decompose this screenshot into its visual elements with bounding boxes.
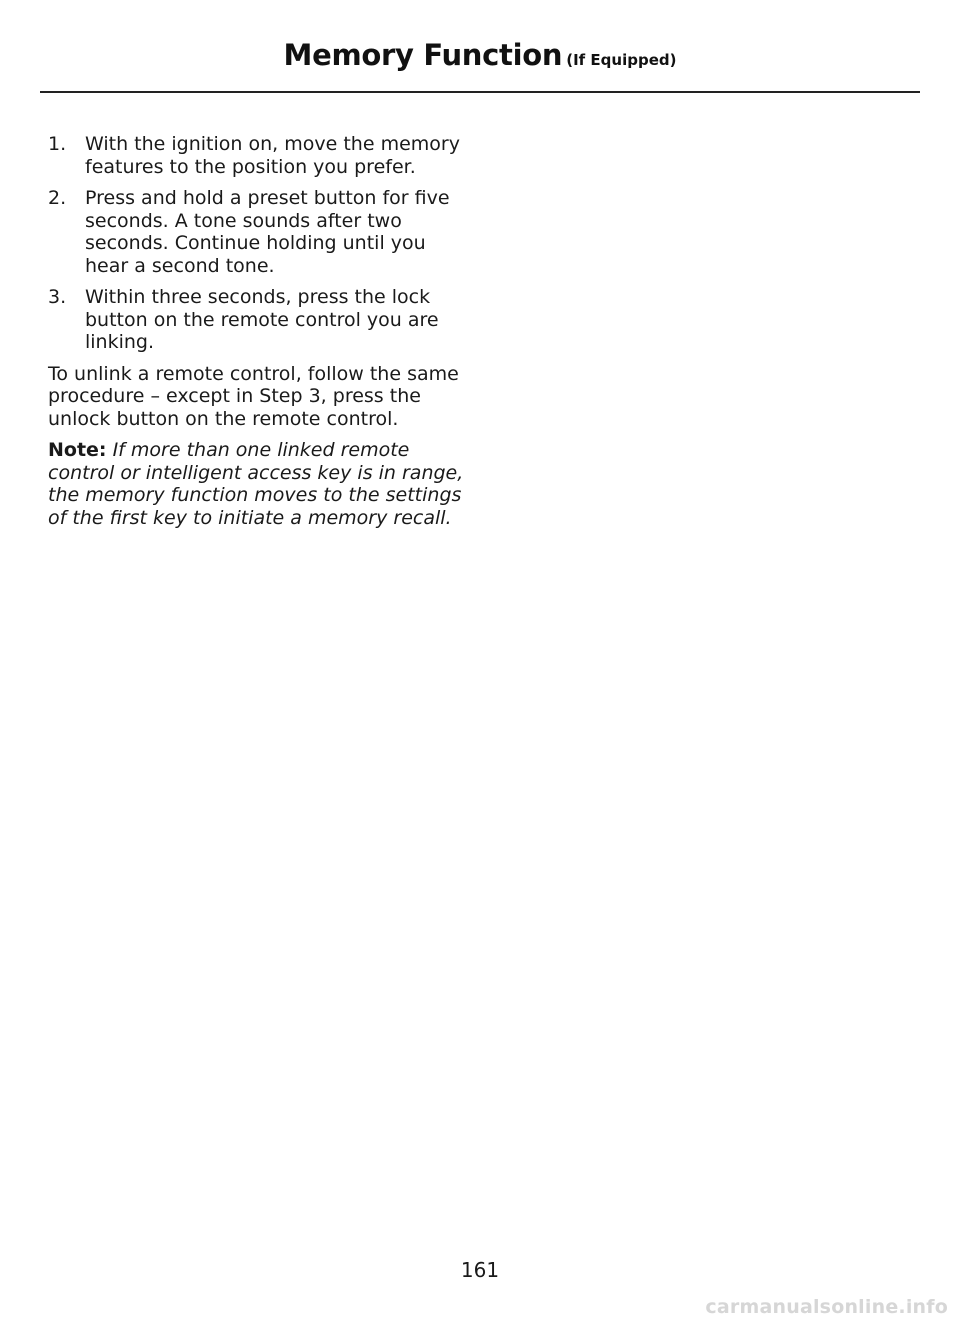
note-label: Note:	[48, 439, 107, 461]
step-text: Press and hold a preset button for five seconds. A tone sounds after two seconds. Continue holding until you hear a second tone.	[85, 187, 450, 277]
step-number: 1.	[48, 133, 67, 155]
main-content	[48, 133, 468, 529]
page-subtitle: (If Equipped)	[566, 51, 677, 69]
note-text: If more than one linked remote control or intelligent access key is in range, the memory function moves to the settings of the first key to initiate a memory recall.	[48, 439, 464, 529]
step-number: 2.	[48, 187, 67, 209]
step-number: 3.	[48, 286, 67, 308]
steps-list	[48, 133, 468, 354]
step-item-2	[48, 187, 468, 277]
header-divider	[40, 91, 920, 93]
step-item-1	[48, 133, 468, 178]
page-title: Memory Function	[283, 38, 563, 72]
page-number: 161	[460, 1258, 500, 1282]
step-text: Within three seconds, press the lock button on the remote control you are linking.	[85, 286, 439, 353]
note-block	[48, 439, 468, 529]
watermark: carmanualsonline.info	[705, 1296, 948, 1318]
unlink-paragraph: To unlink a remote control, follow the same procedure – except in Step 3, press the unlock button on the remote control.	[48, 362, 459, 430]
step-text: With the ignition on, move the memory features to the position you prefer.	[85, 133, 460, 178]
step-item-3	[48, 286, 468, 354]
page-header	[0, 38, 960, 72]
